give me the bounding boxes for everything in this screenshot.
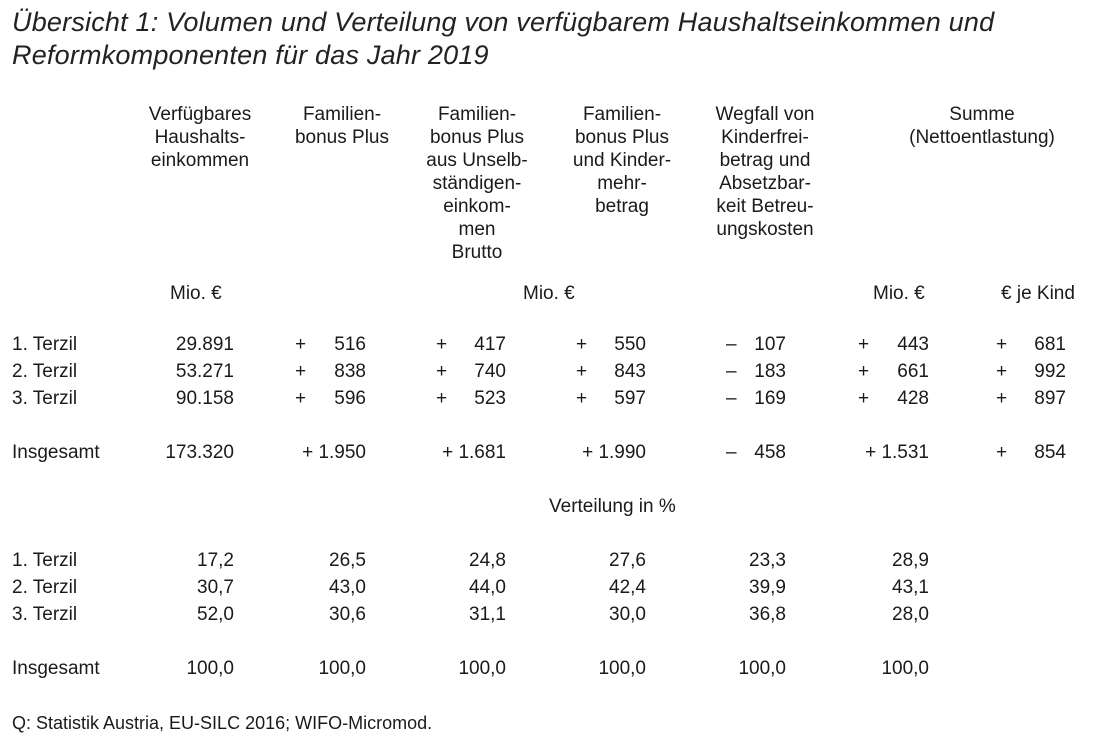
- table-cell: 36,8: [749, 604, 786, 625]
- minus-sign: –: [726, 442, 737, 463]
- header-familienbonus: Familien- bonus Plus: [294, 104, 389, 148]
- page-title: [12, 6, 994, 72]
- table-cell: + 1.950: [302, 442, 366, 463]
- table-cell: 169: [754, 388, 786, 409]
- table-cell: 52,0: [197, 604, 234, 625]
- header-familienbonus-unselbstaendig: Familien- bonus Plus aus Unselb- ständigen- einkom- men Brutto: [426, 104, 528, 263]
- plus-sign: +: [295, 388, 307, 409]
- table-cell: 30,6: [329, 604, 366, 625]
- table-cell: 897: [1034, 388, 1066, 409]
- plus-sign: +: [996, 361, 1008, 382]
- table-cell: 28,9: [892, 550, 929, 571]
- table-cell: 173.320: [165, 442, 234, 463]
- table-cell: 854: [1034, 442, 1066, 463]
- table-cell: 100,0: [318, 658, 366, 679]
- table-cell: 24,8: [469, 550, 506, 571]
- table-cell: 843: [614, 361, 646, 382]
- table-cell: 27,6: [609, 550, 646, 571]
- title-line-1: Übersicht 1: Volumen und Verteilung von verfügbarem Haushaltseinkommen und: [12, 7, 995, 37]
- table-cell: 443: [897, 334, 929, 355]
- plus-sign: +: [858, 388, 870, 409]
- table-cell: 26,5: [329, 550, 366, 571]
- table-cell: 29.891: [175, 334, 234, 355]
- table-cell: 838: [334, 361, 366, 382]
- table-cell: 53.271: [175, 361, 234, 382]
- table-cell: 42,4: [609, 577, 646, 598]
- row-label: Insgesamt: [12, 658, 100, 679]
- row-label: 3. Terzil: [12, 604, 78, 625]
- plus-sign: +: [295, 334, 307, 355]
- plus-sign: +: [576, 388, 588, 409]
- table-cell: 100,0: [738, 658, 786, 679]
- source-note: Q: Statistik Austria, EU-SILC 2016; WIFO-Micromod.: [12, 713, 433, 733]
- table-cell: 44,0: [469, 577, 506, 598]
- row-label: 2. Terzil: [12, 361, 78, 382]
- row-label: 1. Terzil: [12, 334, 78, 355]
- plus-sign: +: [996, 442, 1008, 463]
- table-cell: 43,0: [329, 577, 366, 598]
- plus-sign: +: [858, 361, 870, 382]
- table-cell: 107: [754, 334, 786, 355]
- minus-sign: –: [726, 334, 737, 355]
- table-cell: 43,1: [892, 577, 929, 598]
- table-cell: 661: [897, 361, 929, 382]
- table-cell: 596: [334, 388, 366, 409]
- plus-sign: +: [996, 334, 1008, 355]
- table-cell: 100,0: [186, 658, 234, 679]
- minus-sign: –: [726, 361, 737, 382]
- unit-label: Mio. €: [170, 283, 222, 304]
- table-cell: 100,0: [598, 658, 646, 679]
- row-label: 3. Terzil: [12, 388, 78, 409]
- table-cell: 992: [1034, 361, 1066, 382]
- table-cell: 183: [754, 361, 786, 382]
- plus-sign: +: [576, 334, 588, 355]
- table-cell: 550: [614, 334, 646, 355]
- section-heading: Verteilung in %: [549, 496, 676, 517]
- row-label: 2. Terzil: [12, 577, 78, 598]
- table-cell: 100,0: [458, 658, 506, 679]
- plus-sign: +: [436, 334, 448, 355]
- header-wegfall-kinderfreibetrag: Wegfall von Kinderfrei- betrag und Absetzbar- keit Betreu- ungskosten: [715, 104, 815, 240]
- table-cell: 740: [474, 361, 506, 382]
- table-cell: 39,9: [749, 577, 786, 598]
- unit-label: € je Kind: [1001, 283, 1075, 304]
- plus-sign: +: [436, 361, 448, 382]
- header-verfuegbares-einkommen: Verfügbares Haushalts- einkommen: [148, 104, 252, 171]
- table-cell: 100,0: [881, 658, 929, 679]
- plus-sign: +: [996, 388, 1008, 409]
- table-cell: + 1.990: [582, 442, 646, 463]
- table-cell: 90.158: [175, 388, 234, 409]
- table-cell: 28,0: [892, 604, 929, 625]
- table-cell: 428: [897, 388, 929, 409]
- table-cell: 417: [474, 334, 506, 355]
- unit-label: Mio. €: [873, 283, 925, 304]
- row-label: 1. Terzil: [12, 550, 78, 571]
- table-cell: 597: [614, 388, 646, 409]
- minus-sign: –: [726, 388, 737, 409]
- table-cell: 30,7: [197, 577, 234, 598]
- table-cell: 17,2: [197, 550, 234, 571]
- header-summe: Summe (Nettoentlastung): [909, 104, 1055, 148]
- header-familienbonus-kindermehrbetrag: Familien- bonus Plus und Kinder- mehr- betrag: [572, 104, 672, 217]
- plus-sign: +: [436, 388, 448, 409]
- plus-sign: +: [858, 334, 870, 355]
- plus-sign: +: [576, 361, 588, 382]
- row-label: Insgesamt: [12, 442, 100, 463]
- plus-sign: +: [295, 361, 307, 382]
- table-cell: 31,1: [469, 604, 506, 625]
- title-line-2: Reformkomponenten für das Jahr 2019: [12, 40, 489, 70]
- table-cell: 23,3: [749, 550, 786, 571]
- table-cell: + 1.681: [442, 442, 506, 463]
- table-cell: 681: [1034, 334, 1066, 355]
- table-cell: + 1.531: [865, 442, 929, 463]
- table-cell: 30,0: [609, 604, 646, 625]
- table-cell: 458: [754, 442, 786, 463]
- unit-label: Mio. €: [523, 283, 575, 304]
- table-cell: 523: [474, 388, 506, 409]
- table-cell: 516: [334, 334, 366, 355]
